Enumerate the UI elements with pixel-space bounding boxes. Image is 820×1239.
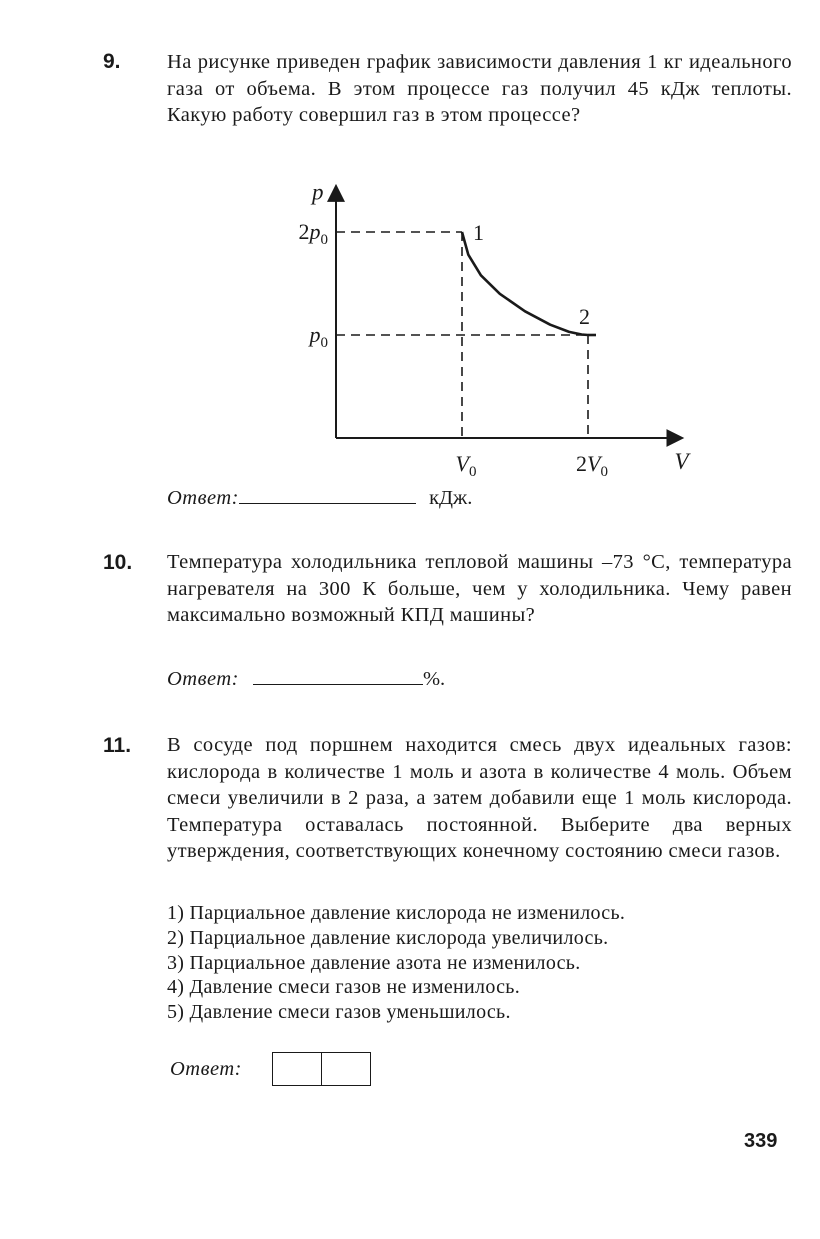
answer-label: Ответ: xyxy=(170,1058,242,1080)
point-label-1: 1 xyxy=(473,220,484,245)
x-axis-label: V xyxy=(674,449,689,474)
option-4: 4) Давление смеси газов не изменилось. xyxy=(167,976,521,999)
question-11-answer-label xyxy=(170,1058,242,1081)
answer-11-boxes xyxy=(272,1052,371,1086)
answer-label: Ответ: xyxy=(167,487,239,509)
question-11-number: 11. xyxy=(103,734,132,757)
option-2: 2) Парциальное давление кислорода увеличилось. xyxy=(167,926,609,949)
question-9-answer xyxy=(167,485,472,510)
option-1: 1) Парциальное давление кислорода не изменилось. xyxy=(167,902,626,924)
y-tick-2p0: $2p_0$ xyxy=(298,219,328,248)
answer-9-input[interactable] xyxy=(239,485,416,504)
answer-unit: кДж. xyxy=(429,487,473,509)
page-number: 339 xyxy=(744,1130,778,1152)
answer-box-2[interactable] xyxy=(322,1052,371,1086)
answer-unit: %. xyxy=(422,668,446,690)
question-10-text: Температура холодильника тепловой машины –73 °С, температура нагревателя на 300 К больше, чем у холодильника. Чему равен максимально возможный КПД машины? xyxy=(167,551,792,626)
point-label-2: 2 xyxy=(579,304,590,329)
y-tick-p0: $p_0$ xyxy=(309,322,328,351)
question-10-number: 10. xyxy=(103,551,133,574)
question-11-options xyxy=(167,901,787,1025)
answer-10-input[interactable] xyxy=(253,666,423,685)
x-tick-v0: $V_0$ xyxy=(455,451,477,480)
question-11-text: В сосуде под поршнем находится смесь двух идеальных газов: кислорода в количестве 1 моль и азота в количестве 4 моль. Объем смеси увеличили в 2 раза, а затем добавили еще 1 моль кислорода. Температура оставалась постоянной. Выберите два верных утверждения, соответствующих конечному состоянию смеси газов. xyxy=(167,734,792,862)
x-tick-2v0: $2V_0$ xyxy=(576,451,608,480)
process-curve xyxy=(462,232,588,335)
question-10-answer xyxy=(167,666,445,691)
question-9-number: 9. xyxy=(103,50,121,73)
option-5: 5) Давление смеси газов уменьшилось. xyxy=(167,1001,511,1024)
option-3: 3) Парциальное давление азота не изменилось. xyxy=(167,951,581,974)
answer-label: Ответ: xyxy=(167,668,239,690)
y-axis-label: p xyxy=(312,179,324,205)
question-9-text: На рисунке приведен график зависимости давления 1 кг идеального газа от объема. В этом процессе газ получил 45 кДж теплоты. Какую работу совершил газ в этом процессе? xyxy=(167,51,792,126)
answer-box-1[interactable] xyxy=(272,1052,322,1086)
